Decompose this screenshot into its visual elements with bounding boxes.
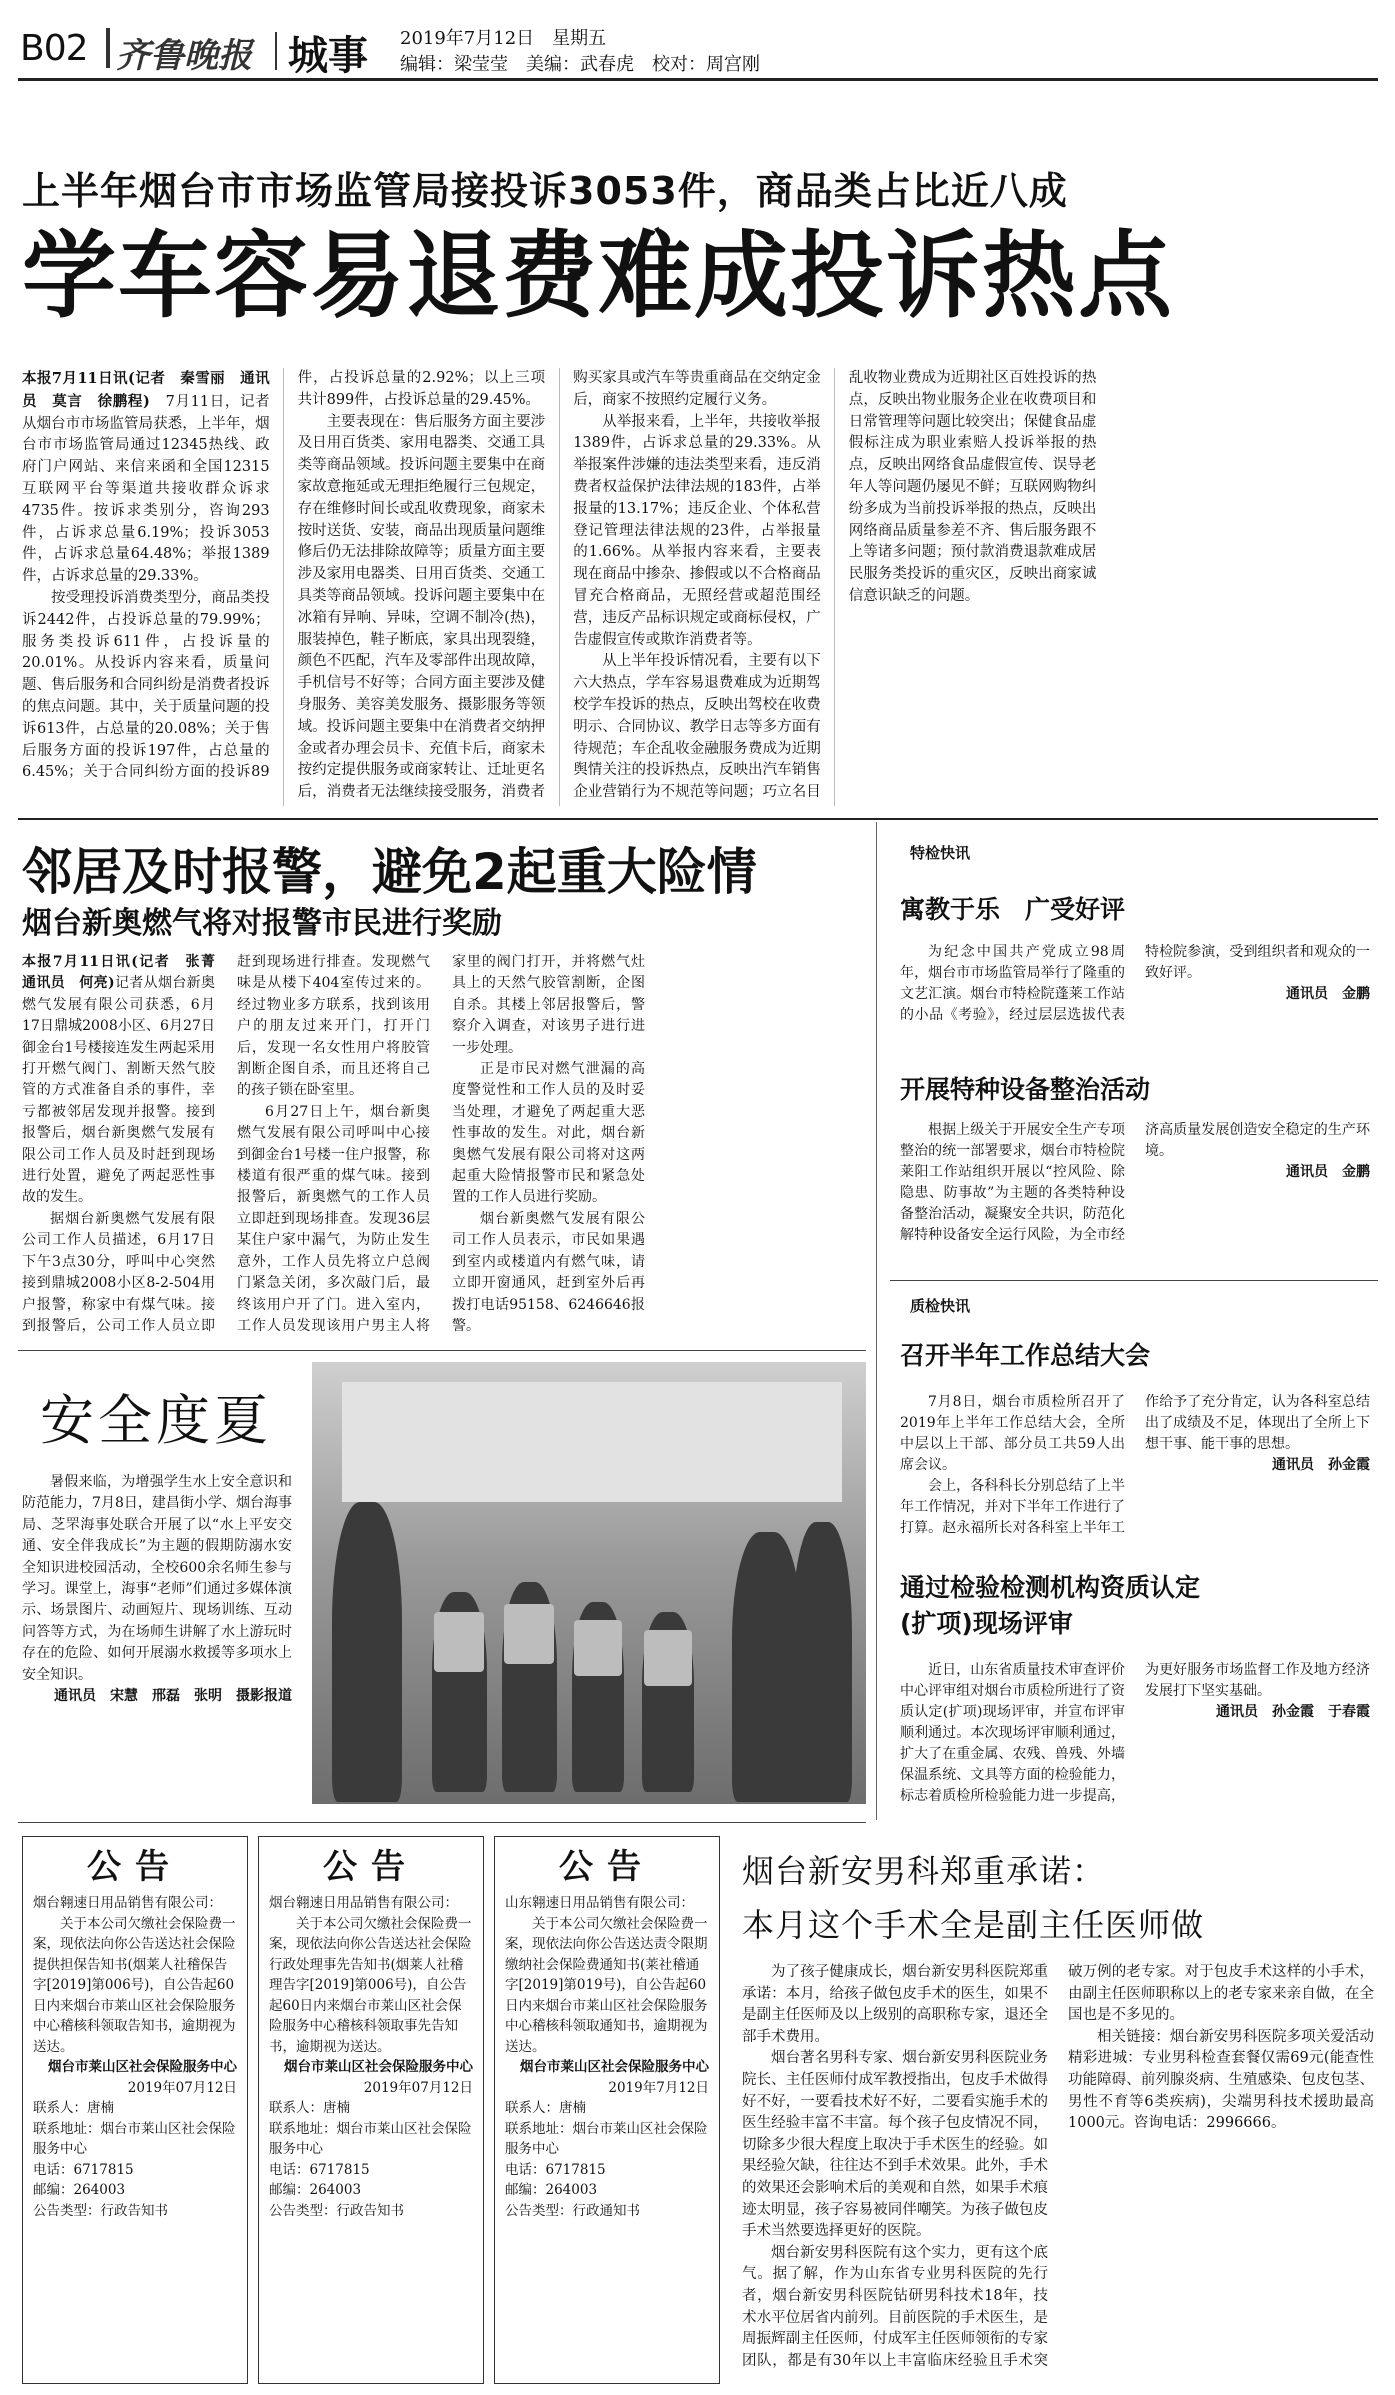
notice-date: 2019年7月12日 [608,2079,709,2096]
item1-body [900,942,1370,1038]
item2-text: 根据上级关于开展安全生产专项整治的统一部署要求，烟台市特检院莱阳工作站组织开展以“控风险、除隐患、防事故”为主题的各类特种设备整治活动，凝聚安全共识，防范化解特种设备安全运行风险，为全市经济高质量发展创造安全稳定的生产环境。 [900,1122,1370,1243]
lead-body [22,368,1372,806]
notice-contact: 联系人：唐楠 [269,2100,350,2116]
section-name: 城事 [288,33,368,79]
paper-logo [106,28,110,68]
item3-paragraph: 会上，各科科长分别总结了上半年工作情况，并对下半年工作进行了打算。赵永福所长对各科室上半年工作给予了充分肯定，认为各科室总结出了成绩及不足，体现出了全所上下想干事、能干事的思想。 [900,1394,1370,1536]
safety-headline: 安全度夏 [40,1389,272,1452]
item2-body [900,1120,1370,1268]
lead-bottom-rule [18,818,1378,820]
notice-body: 关于本公司欠缴社会保险费一案，现依法向你公告送达社会保险行政处理事先告知书(烟莱人社稽理告字[2019]第006号)，自公告起60日内来烟台市莱山区社会保险服务中心稽核科领取事先告知书，逾期视为送达。 [269,1915,472,2055]
photo-life-vest [434,1612,484,1672]
photo-banner [342,1382,842,1502]
tag-quality-inspection: 质检快讯 [910,1297,971,1315]
ad-body [742,1962,1374,2382]
item3-paragraph: 7月8日，烟台市质检所召开了2019年上半年工作总结大会，全所中层以上干部、部分员工共59人出席会议。 [900,1394,1125,1473]
editors-line: 编辑：梁莹莹 美编：武春虎 校对：周宫刚 [400,54,760,75]
ad-paragraph: 为了孩子健康成长，烟台新安男科医院郑重承诺：本月，给孩子做包皮手术的医生，如果不是副主任医师及以上级别的高职称专家，退还全部手术费用。 [742,1964,1048,2045]
date-line: 2019年7月12日 星期五 [400,28,607,49]
notice-signer: 烟台市莱山区社会保险服务中心 [520,2059,709,2075]
ad-paragraph: 烟台新安男科医院有这个实力，更有这个底气。据了解，作为山东省专业男科医院的先行者，烟台新安男科医院钻研男科技术18年，技术水平位居省内前列。目前医院的手术医生，是周振辉副主任医师，付成军主任医师领衔的专家团队，都是有30年以上丰富临床经验且手术突破万例的老专家。对于包皮手术这样的小手术，由副主任医师职称以上的老专家来亲自做，在全国也是不多见的。 [742,1964,1374,2369]
photo-instructor [792,1522,852,1802]
item3-title: 召开半年工作总结大会 [900,1341,1151,1370]
gas-body [22,952,860,1338]
photo-life-vest [504,1604,554,1664]
photo-instructor [332,1502,402,1802]
notice-box [258,1836,484,2384]
gas-paragraph: 据烟台新奥燃气发展有限公司工作人员描述，6月17日下午3点30分，呼叫中心突然接到鼎城2008小区8-2-504用户报警，称家中有煤气味。接到报警后，公司工作人员立即赶到现场进行排查。发现燃气味是从楼下404室传过来的。经过物业多方联系，找到该用户的朋友过来开门，打开门后，发现一名女性用户将胶管割断企图自杀，而且还将自己的孩子锁在卧室里。 [22,954,430,1334]
lead-byline: 本报7月11日讯(记者 秦雪丽 通讯员 莫言 徐鹏程) [22,370,270,410]
notice-postcode: 邮编：264003 [505,2182,598,2198]
right-column-divider [876,822,877,1820]
notice-company: 烟台翱速日用品销售有限公司： [269,1895,458,1911]
safety-bottom-rule [18,1822,866,1823]
item4-text: 近日，山东省质量技术审查评价中心评审组对烟台市质检所进行了资质认定(扩项)现场评审，并宣布评审顺利通过。本次现场评审顺利通过，扩大了在重金属、农残、兽残、外墙保温系统、文具等方面的检验能力，标志着质检所检验能力进一步提高，为更好服务市场监督工作及地方经济发展打下坚实基础。 [900,1662,1370,1804]
lead-paragraph: 主要表现在：售后服务方面主要涉及日用百货类、家用电器类、交通工具类等商品领域。投诉问题主要集中在商家故意拖延或无理拒绝履行三包规定，存在维修时间长或乱收费现象，商家未按时送货、安装，商品出现质量问题维修后仍无法排除故障等；质量方面主要涉及家用电器类、日用百货类、交通工具类等商品领域。投诉问题主要集中在冰箱有异响、异味，空调不制冷(热)，服装掉色，鞋子断底，家具出现裂缝，颜色不匹配，汽车及零部件出现故障，手机信号不好等；合同方面主要涉及健身服务、美容美发服务、摄影服务等领域。投诉问题主要集中在消费者交纳押金或者办理会员卡、充值卡后，商家未按约定提供服务或商家转让、迁址更名后，消费者无法继续接受服务，消费者购买家具或汽车等贵重商品在交纳定金后，商家不按照约定履行义务。 [297,370,821,801]
notice-title: 公告 [559,1847,655,1887]
safety-credit: 通讯员 宋慧 邢磊 张明 摄影报道 [54,1688,292,1705]
item1-title: 寓教于乐 广受好评 [900,895,1126,924]
notice-address: 联系地址：烟台市莱山区社会保险服务中心 [505,2120,708,2157]
notice-contact: 联系人：唐楠 [33,2100,114,2116]
lead-paragraph: 7月11日，记者从烟台市市场监管局获悉，上半年，烟台市市场监管局通过12345热线、政府门户网站、来信来函和全国12315互联网平台等渠道共接收群众诉求4735件。按诉求类别分，咨询293件，占诉求总量6.19%；投诉3053件，占诉求总量64.48%；举报1389件，占诉求总量的29.33%。 [22,393,270,585]
gas-paragraph: 6月27日上午，烟台新奥燃气发展有限公司呼叫中心接到御金台1号楼一住户报警，称楼道有很严重的煤气味。接到报警后，新奥燃气的工作人员立即赶到现场排查。发现36层某住户家中漏气，为防止发生意外，工作人员先将立户总阀门紧急关闭，多次敲门后，最终该用户开了门。进入室内，工作人员发现该用户男主人将家里的阀门打开，并将燃气灶具上的天然气胶管割断，企图自杀。其楼上邻居报警后，警察介入调查，对该男子进行进一步处理。 [237,954,645,1334]
safety-text: 暑假来临，为增强学生水上安全意识和防范能力，7月8日，建昌街小学、烟台海事局、芝罘海事处联合开展了以“水上平安交通、安全伴我成长”为主题的假期防溺水安全知识进校园活动，全校600余名师生参与学习。课堂上，海事“老师”们通过多媒体演示、场景图片、动画短片、现场训练、互动问答等方式，为在场师生讲解了水上游玩时存在的危险、如何开展溺水救援等多项水上安全知识。 [22,1474,292,1683]
notice-address: 联系地址：烟台市莱山区社会保险服务中心 [33,2120,236,2157]
notice-contact: 联系人：唐楠 [505,2100,586,2116]
notice-body: 关于本公司欠缴社会保险费一案，现依法向你公告送达责令限期缴纳社会保险费通知书(莱社稽通字[2019]第019号)，自公告起60日内来烟台市莱山区社会保险服务中心稽核科领取通知书，逾期视为送达。 [505,1915,708,2055]
lead-paragraph: 按受理投诉消费类型分，商品类投诉2442件，占投诉总量的79.99%；服务类投诉611件，占投诉量的20.01%。从投诉内容来看，质量问题、售后服务和合同纠纷是消费者投诉的焦点问题。其中，关于质量问题的投诉613件，占总量的20.08%；关于售后服务方面的投诉197件，占总量的6.45%；关于合同纠纷方面的投诉89件，占投诉总量的2.92%；以上三项共计899件，占投诉总量的29.45%。 [22,370,546,781]
notice-body: 关于本公司欠缴社会保险费一案，现依法向你公告送达社会保险提供担保告知书(烟莱人社稽保告字[2019]第006号)，自公告起60日内来烟台市莱山区社会保险服务中心稽核科领取告知书，逾期视为送达。 [33,1915,236,2055]
item4-body [900,1660,1370,1810]
notice-postcode: 邮编：264003 [33,2182,126,2198]
gas-byline: 本报7月11日讯(记者 张菁 通讯员 何亮) [22,954,229,992]
notice-category: 公告类型：行政告知书 [33,2202,168,2219]
ad-paragraph: 烟台著名男科专家、烟台新安男科医院业务院长、主任医师付成军教授指出，包皮手术做得好不好，一要看技术好不好，二要看实施手术的医生经验丰富不丰富。每个孩子包皮情况不同，切除多少很大程度上取决于手术医生的经验。如果经验欠缺，往往达不到手术效果。此外，手术的效果还会影响术后的美观和自然，如果手术痕迹太明显，孩子容易被同伴嘲笑。为孩子做包皮手术当然要选择更好的医院。 [742,2050,1048,2240]
paper-name: 齐鲁晚报 [116,36,252,76]
gas-bottom-rule [18,1350,866,1351]
gas-headline: 邻居及时报警，避免2起重大险情 [22,843,757,901]
item1-text: 为纪念中国共产党成立98周年，烟台市市场监管局举行了隆重的文艺汇演。烟台市特检院蓬莱工作站的小品《考验》，经过层层选拔代表特检院参演，受到组织者和观众的一致好评。 [900,944,1370,1023]
notice-signer: 烟台市莱山区社会保险服务中心 [48,2059,237,2075]
item2-credit: 通讯员 金鹏 [1286,1164,1370,1180]
safety-body [22,1472,292,1707]
gas-paragraph: 记者从烟台新奥燃气发展有限公司获悉，6月17日鼎城2008小区、6月27日御金台1号楼接连发生两起采用打开燃气阀门、割断天然气胶管的方式准备自杀的事件，幸亏都被邻居发现并报警。接到报警后，烟台新奥燃气发展有限公司工作人员及时赶到现场进行处置，避免了两起恶性事故的发生。 [22,975,216,1206]
item3-credit: 通讯员 孙金霞 [1272,1457,1370,1473]
notice-box [22,1836,248,2384]
section-divider [275,32,277,70]
photo-life-vest [574,1620,622,1676]
notice-phone: 电话：6717815 [505,2161,606,2178]
notice-company: 山东翱速日用品销售有限公司： [505,1895,694,1911]
notice-category: 公告类型：行政通知书 [505,2202,640,2219]
page-header [20,10,1380,79]
page-number: B02 [20,28,88,69]
notice-address: 联系地址：烟台市莱山区社会保险服务中心 [269,2120,472,2157]
gas-paragraph: 烟台新奥燃气发展有限公司工作人员表示，市民如果遇到室内或楼道内有燃气味，请立即开窗通风，赶到室外后再拨打电话95158、6246646报警。 [452,1210,645,1334]
ad-subheadline: 本月这个手术全是副主任医师做 [742,1906,1205,1944]
notice-title: 公告 [323,1847,419,1887]
ad-paragraph: 相关链接：烟台新安男科医院多项关爱活动精彩进城：专业男科检查套餐仅需69元(能查性功能障碍、前列腺炎病、生殖感染、包皮包茎、男性不育等6类疾病)，尖端男科技术援助最高1000元。咨询电话：2996666。 [1068,2028,1374,2132]
notice-signer: 烟台市莱山区社会保险服务中心 [284,2059,473,2075]
item4-title: 通过检验检测机构资质认定(扩项)现场评审 [900,1573,1201,1638]
notice-date: 2019年07月12日 [363,2079,473,2096]
notice-category: 公告类型：行政告知书 [269,2202,404,2219]
safety-photo [312,1362,866,1804]
notice-box [494,1836,720,2384]
ad-headline: 烟台新安男科郑重承诺： [742,1852,1106,1890]
notice-date: 2019年07月12日 [127,2079,237,2096]
tag-special-inspection: 特检快讯 [910,844,971,862]
notice-company: 烟台翱速日用品销售有限公司： [33,1895,222,1911]
notice-postcode: 邮编：264003 [269,2182,362,2198]
gas-paragraph: 正是市民对燃气泄漏的高度警觉性和工作人员的及时妥当处理，才避免了两起重大恶性事故的发生。对此，烟台新奥燃气发展有限公司将对这两起重大险情报警市民和紧急处置的工作人员进行奖励。 [452,1061,645,1206]
lead-paragraph: 从举报来看，上半年，共接收举报1389件，占诉求总量的29.33%。从举报案件涉嫌的违法类型来看，违反消费者权益保护法律法规的183件，占举报量的13.17%；违反企业、个体私营登记管理法律法规的23件，占举报量的1.66%。从举报内容来看，主要表现在商品中掺杂、掺假或以不合格商品冒充合格商品，无照经营或超范围经营，违反产品标识规定或商标侵权，广告虚假宣传或欺诈消费者等。 [573,413,821,648]
lead-paragraph: 从上半年投诉情况看，主要有以下六大热点，学车容易退费难成为近期驾校学车投诉的热点，反映出驾校在收费明示、合同协议、教学日志等多方面有待规范；车企乱收金融服务费成为近期舆情关注的投诉热点，反映出汽车销售企业营销行为不规范等问题；巧立名目乱收物业费成为近期社区百姓投诉的热点，反映出物业服务企业在收费项目和日常管理等问题比较突出；保健食品虚假标注成为职业索赔人投诉举报的热点，反映出网络食品虚假宣传、误导老年人等问题仍屡见不鲜；互联网购物纠纷多成为当前投诉举报的热点，反映出网络商品质量参差不齐、售后服务跟不上等诸多问题；预付款消费退款难成居民服务类投诉的重灾区，反映出商家诚信意识缺乏的问题。 [573,370,1097,801]
header-rule [18,78,1378,81]
right-rule [890,1280,1378,1281]
lead-headline: 学车容易退费难成投诉热点 [22,222,1175,331]
notice-phone: 电话：6717815 [33,2161,134,2178]
notice-title: 公告 [87,1847,183,1887]
lead-kicker: 上半年烟台市市场监管局接投诉3053件，商品类占比近八成 [22,169,1068,213]
item4-credit: 通讯员 孙金霞 于春霞 [1216,1704,1370,1720]
photo-life-vest [644,1630,692,1686]
item3-body [900,1392,1370,1556]
notice-phone: 电话：6717815 [269,2161,370,2178]
item2-title: 开展特种设备整治活动 [900,1075,1151,1104]
item1-credit: 通讯员 金鹏 [1286,986,1370,1002]
gas-subheadline: 烟台新奥燃气将对报警市民进行奖励 [22,906,502,941]
